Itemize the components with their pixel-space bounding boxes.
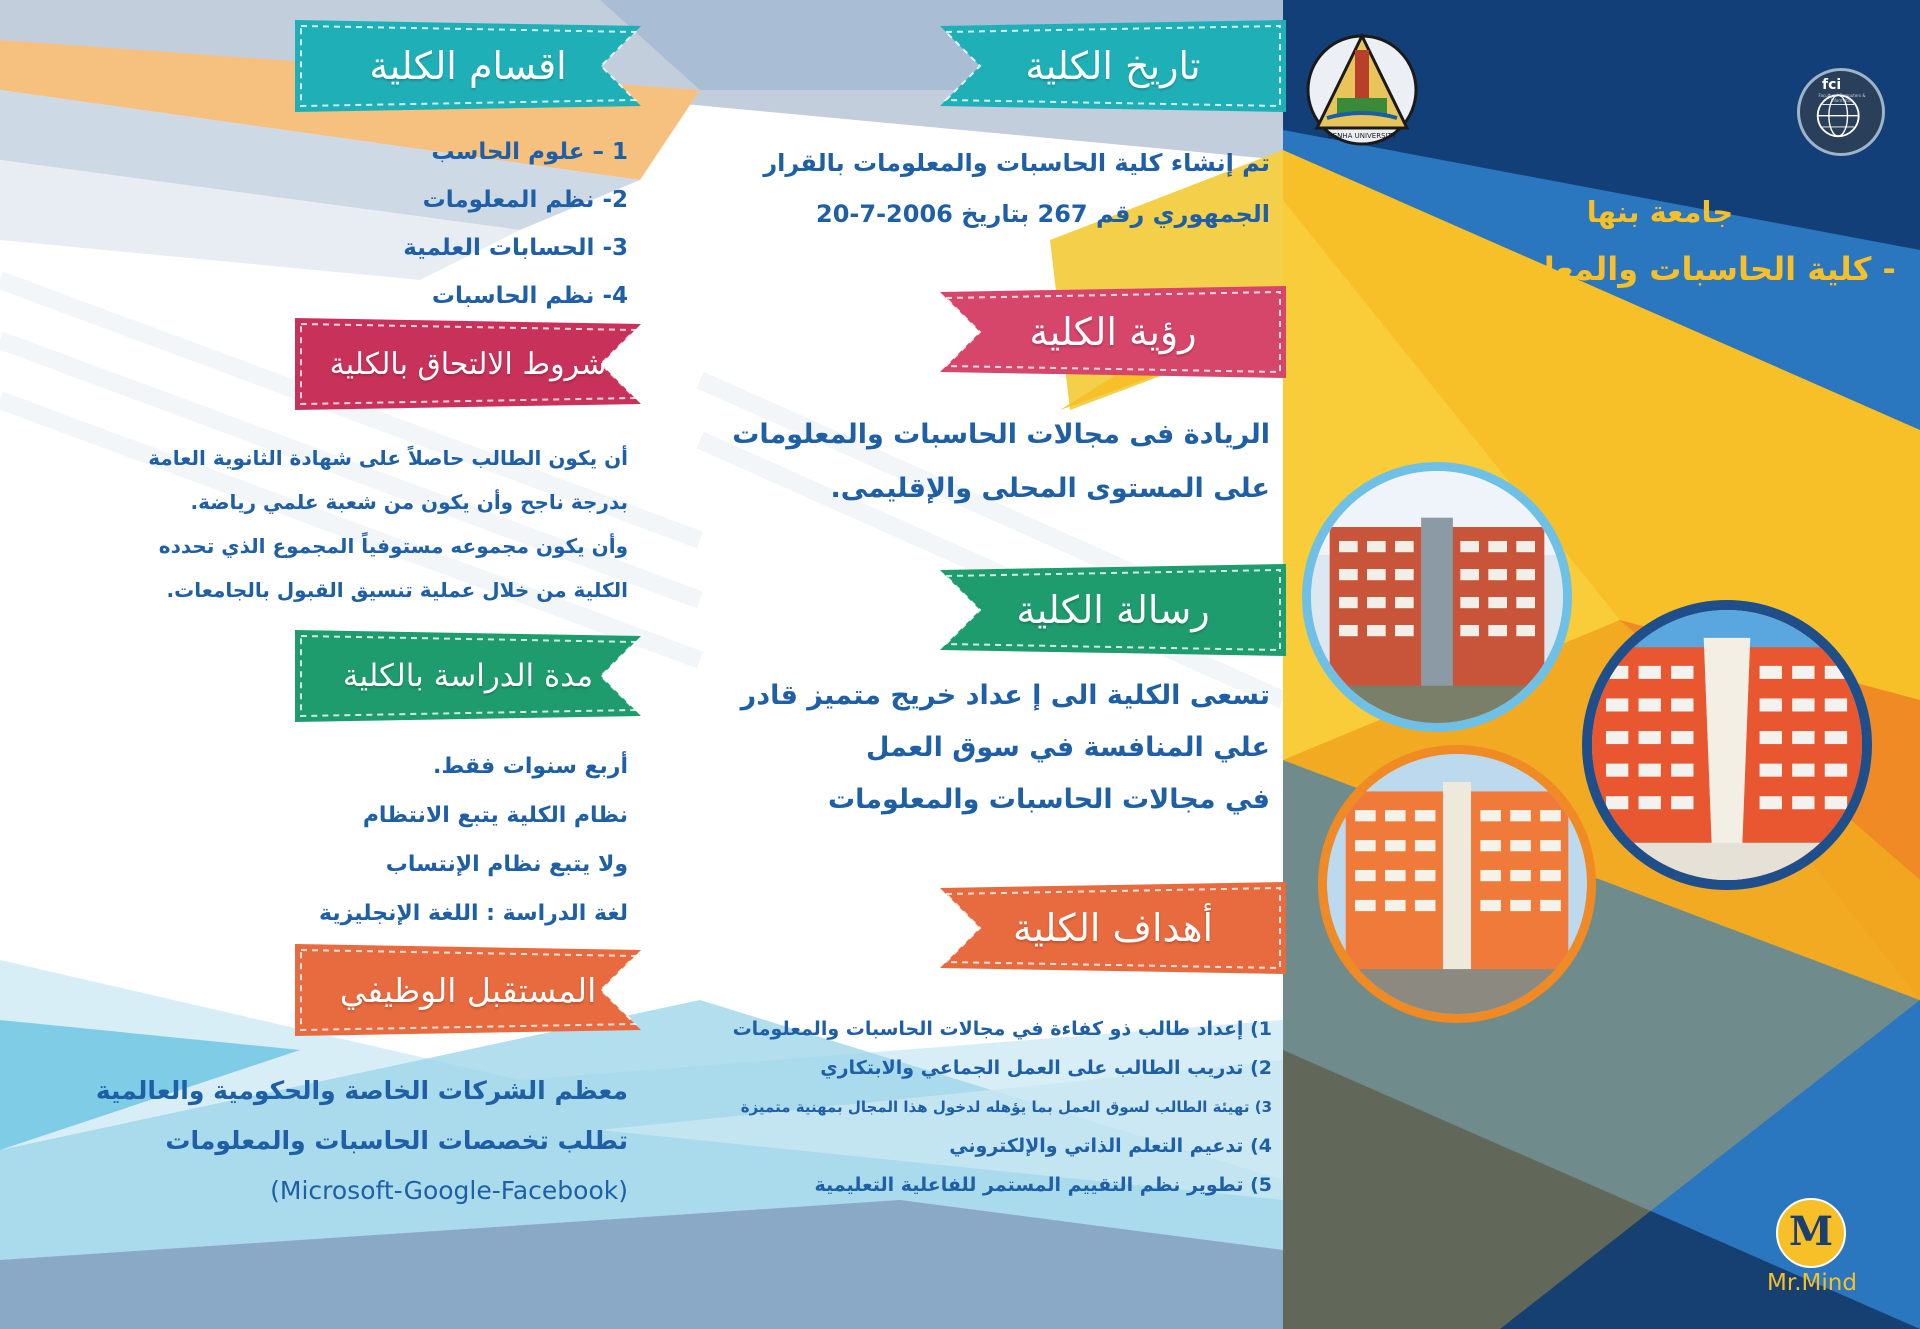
ribbon-goals bbox=[940, 880, 1286, 976]
goal-item-5: 5) تطوير نظم التقييم المستمر للفاعلية التعليمية bbox=[814, 1174, 1272, 1196]
department-item-1: 1 – علوم الحاسب bbox=[431, 139, 628, 165]
vision-text bbox=[660, 408, 1270, 516]
building-photo-3 bbox=[1318, 745, 1596, 1023]
duration-text bbox=[250, 742, 628, 938]
department-item-4: 4- نظم الحاسبات bbox=[431, 283, 628, 309]
department-item-3: 3- الحسابات العلمية bbox=[403, 235, 628, 261]
admission-line-4: الكلية من خلال عملية تنسيق القبول بالجامعات. bbox=[166, 578, 628, 602]
admission-text bbox=[30, 436, 628, 612]
history-heading: تاريخ الكلية bbox=[1025, 44, 1201, 88]
vision-line-1: الريادة فى مجالات الحاسبات والمعلومات bbox=[732, 419, 1270, 450]
career-line-1: معظم الشركات الخاصة والحكومية والعالمية bbox=[95, 1076, 628, 1105]
ribbon-vision bbox=[940, 284, 1286, 380]
admission-line-2: بدرجة ناجح وأن يكون من شعبة علمي رياضة. bbox=[190, 490, 628, 514]
mr-mind-logo bbox=[1776, 1198, 1846, 1268]
duration-heading: مدة الدراسة بالكلية bbox=[342, 658, 594, 694]
career-line-3: (Microsoft-Google-Facebook) bbox=[270, 1176, 628, 1205]
vision-line-2: على المستوى المحلى والإقليمى. bbox=[830, 473, 1270, 504]
fci-logo-badge bbox=[1797, 68, 1885, 156]
university-name: جامعة بنها bbox=[1586, 195, 1734, 229]
history-line-2: الجمهوري رقم 267 بتاريخ 2006-7-20 bbox=[816, 200, 1270, 228]
building-photo-2 bbox=[1582, 600, 1872, 890]
career-line-2: تطلب تخصصات الحاسبات والمعلومات bbox=[165, 1126, 628, 1155]
faculty-name: - كلية الحاسبات والمعلومات - bbox=[1434, 250, 1896, 288]
ribbon-duration bbox=[295, 628, 641, 724]
benha-university-logo bbox=[1297, 28, 1427, 148]
goals-heading: أهداف الكلية bbox=[1012, 906, 1214, 950]
department-item-2: 2- نظم المعلومات bbox=[422, 187, 628, 213]
mission-heading: رسالة الكلية bbox=[1016, 588, 1210, 632]
admission-heading: شروط الالتحاق بالكلية bbox=[329, 346, 607, 382]
mission-line-1: تسعى الكلية الى إ عداد خريج متميز قادر bbox=[740, 680, 1270, 711]
goal-item-2: 2) تدريب الطالب على العمل الجماعي والابتكاري bbox=[820, 1057, 1272, 1079]
mission-line-2: علي المنافسة في سوق العمل bbox=[865, 732, 1270, 763]
duration-line-4: لغة الدراسة : اللغة الإنجليزية bbox=[319, 901, 628, 926]
mission-line-3: في مجالات الحاسبات والمعلومات bbox=[827, 784, 1270, 815]
building-photo-1 bbox=[1302, 462, 1572, 732]
departments-heading: اقسام الكلية bbox=[369, 44, 567, 88]
ribbon-mission bbox=[940, 562, 1286, 658]
duration-line-1: أربع سنوات فقط. bbox=[432, 754, 628, 779]
admission-line-3: وأن يكون مجموعه مستوفياً المجموع الذي تحدده bbox=[158, 534, 628, 558]
goal-item-4: 4) تدعيم التعلم الذاتي والإلكتروني bbox=[949, 1135, 1272, 1157]
career-heading: المستقبل الوظيفي bbox=[339, 970, 597, 1010]
history-text bbox=[660, 138, 1270, 240]
goals-list bbox=[660, 1010, 1272, 1205]
ribbon-history bbox=[940, 18, 1286, 114]
history-line-1: تم إنشاء كلية الحاسبات والمعلومات بالقرار bbox=[763, 149, 1270, 177]
mr-mind-mark: M bbox=[1788, 1208, 1834, 1255]
duration-line-2: نظام الكلية يتبع الانتظام bbox=[362, 803, 628, 828]
goal-item-1: 1) إعداد طالب ذو كفاءة في مجالات الحاسبات والمعلومات bbox=[732, 1018, 1272, 1040]
ribbon-admission bbox=[295, 316, 641, 412]
mission-text bbox=[660, 670, 1270, 826]
designer-credit: Mr.Mind bbox=[1767, 1270, 1857, 1296]
ribbon-career bbox=[295, 942, 641, 1038]
admission-line-1: أن يكون الطالب حاصلاً على شهادة الثانوية العامة bbox=[148, 446, 628, 470]
duration-line-3: ولا يتبع نظام الإنتساب bbox=[385, 852, 628, 877]
university-logo-caption: BENHA UNIVERSITY bbox=[1327, 132, 1397, 140]
fci-logo-text: fci bbox=[1822, 77, 1842, 93]
departments-list bbox=[300, 128, 628, 320]
goal-item-3: 3) تهيئة الطالب لسوق العمل بما يؤهله لدخول هذا المجال بمهنية متميزة bbox=[740, 1098, 1272, 1116]
fci-logo-subtitle: Faculty of Computers & Informatics bbox=[1818, 93, 1866, 103]
ribbon-departments bbox=[295, 18, 641, 114]
vision-heading: رؤية الكلية bbox=[1029, 310, 1197, 354]
career-text bbox=[40, 1066, 628, 1216]
